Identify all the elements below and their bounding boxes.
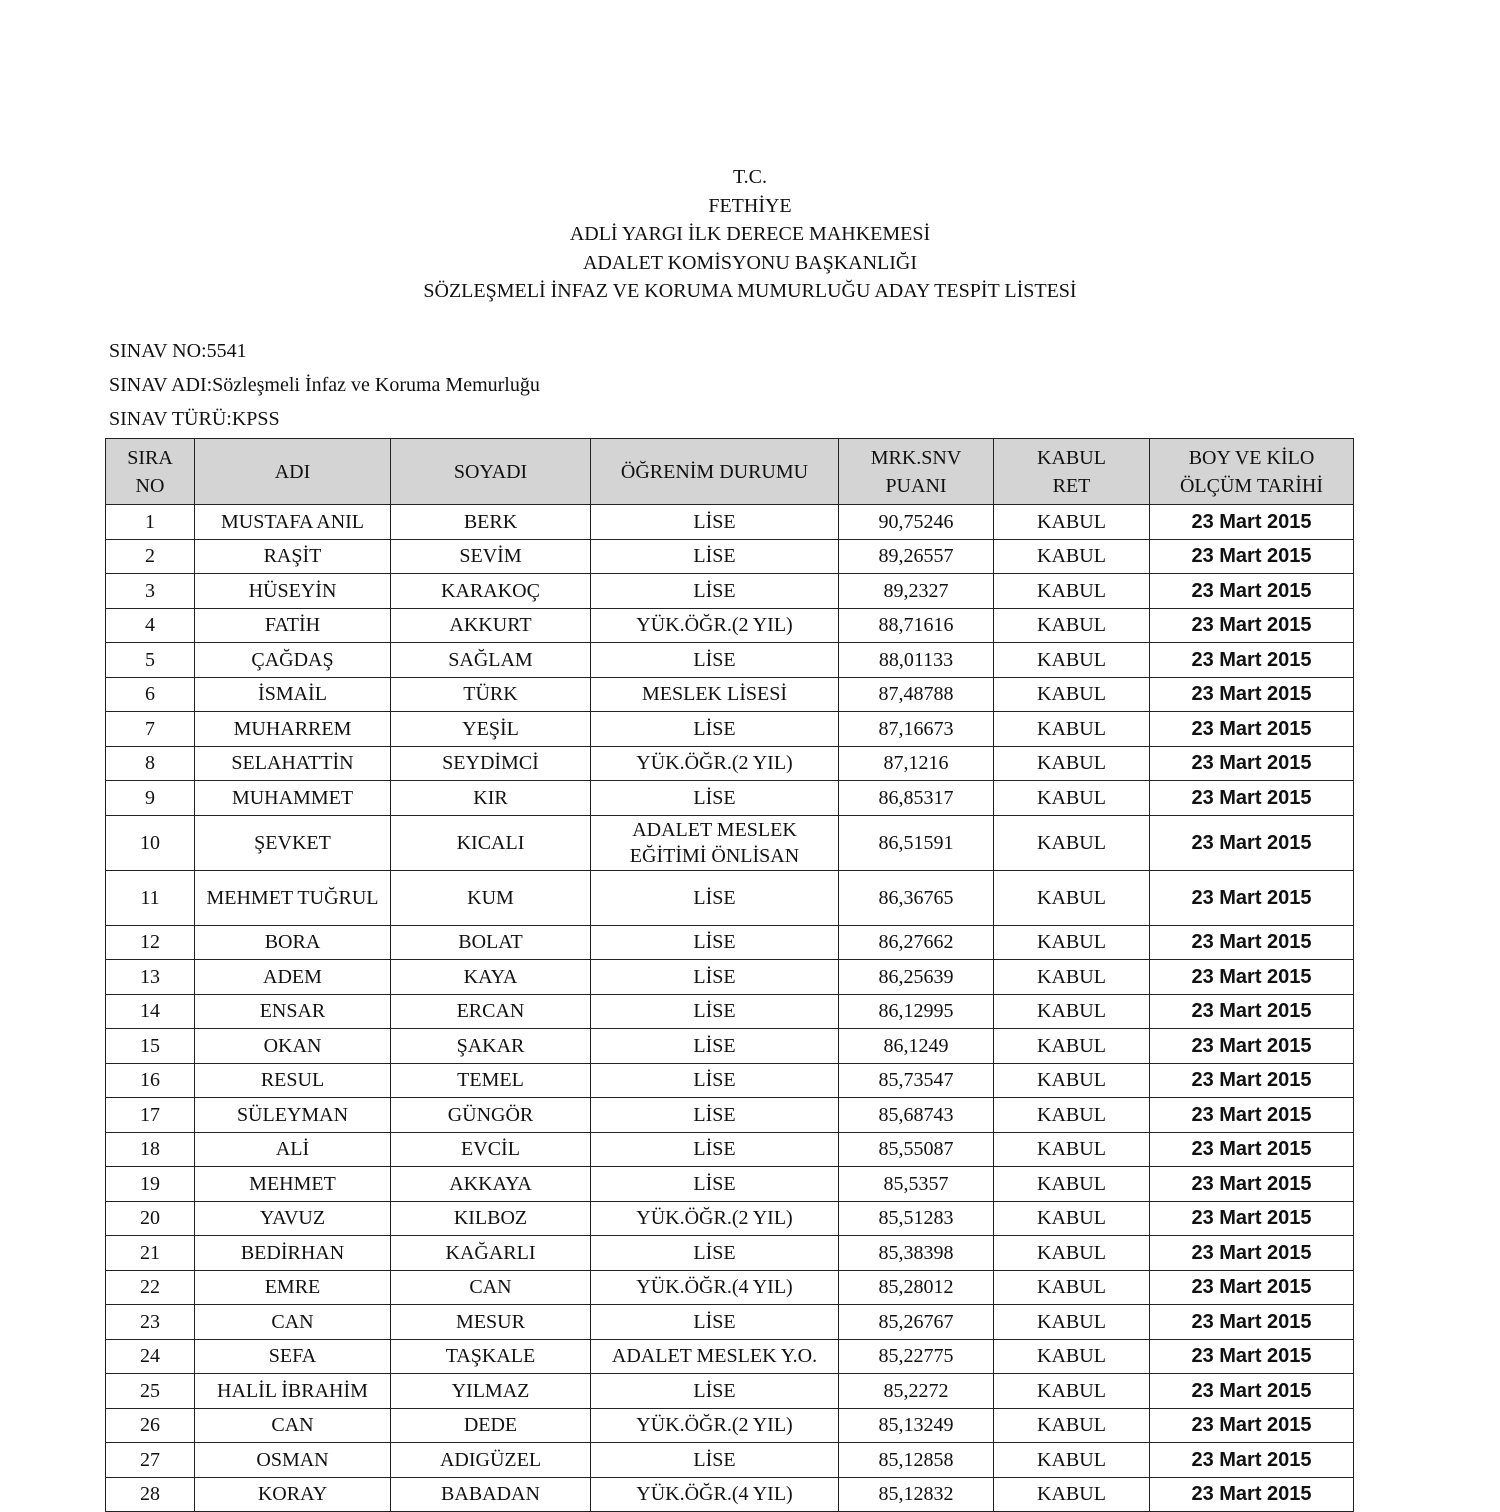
table-row bbox=[106, 1029, 1354, 1064]
cell-puan: 85,26767 bbox=[839, 1305, 994, 1340]
cell-sira-no: 26 bbox=[106, 1408, 195, 1443]
cell-kabul-ret: KABUL bbox=[994, 1443, 1150, 1478]
cell-soyadi: ERCAN bbox=[391, 994, 591, 1029]
cell-ogrenim: ADALET MESLEK Y.O. bbox=[591, 1339, 839, 1374]
cell-kabul-ret: KABUL bbox=[994, 994, 1150, 1029]
cell-olcum-tarihi: 23 Mart 2015 bbox=[1150, 1374, 1354, 1409]
cell-olcum-tarihi: 23 Mart 2015 bbox=[1150, 870, 1354, 925]
cell-ogrenim: ADALET MESLEK EĞİTİMİ ÖNLİSAN bbox=[591, 815, 839, 870]
cell-ogrenim: LİSE bbox=[591, 1167, 839, 1202]
cell-adi: RESUL bbox=[195, 1063, 391, 1098]
table-row bbox=[106, 815, 1354, 870]
cell-soyadi: KIR bbox=[391, 781, 591, 816]
cell-kabul-ret: KABUL bbox=[994, 1029, 1150, 1064]
cell-puan: 86,12995 bbox=[839, 994, 994, 1029]
cell-sira-no: 17 bbox=[106, 1098, 195, 1133]
table-row bbox=[106, 1270, 1354, 1305]
col-header-ogrenim: ÖĞRENİM DURUMU bbox=[591, 439, 839, 505]
cell-sira-no: 22 bbox=[106, 1270, 195, 1305]
table-row bbox=[106, 994, 1354, 1029]
cell-olcum-tarihi: 23 Mart 2015 bbox=[1150, 1339, 1354, 1374]
table-row bbox=[106, 1063, 1354, 1098]
header-line-commission: ADALET KOMİSYONU BAŞKANLIĞI bbox=[582, 251, 918, 274]
cell-sira-no: 25 bbox=[106, 1374, 195, 1409]
cell-ogrenim: LİSE bbox=[591, 1063, 839, 1098]
header-line-city: FETHİYE bbox=[708, 194, 792, 217]
cell-olcum-tarihi: 23 Mart 2015 bbox=[1150, 505, 1354, 540]
cell-ogrenim: YÜK.ÖĞR.(4 YIL) bbox=[591, 1477, 839, 1512]
cell-ogrenim: LİSE bbox=[591, 1374, 839, 1409]
cell-olcum-tarihi: 23 Mart 2015 bbox=[1150, 677, 1354, 712]
cell-sira-no: 24 bbox=[106, 1339, 195, 1374]
table-row bbox=[106, 1443, 1354, 1478]
cell-puan: 86,51591 bbox=[839, 815, 994, 870]
cell-olcum-tarihi: 23 Mart 2015 bbox=[1150, 1305, 1354, 1340]
cell-kabul-ret: KABUL bbox=[994, 1374, 1150, 1409]
cell-puan: 87,16673 bbox=[839, 712, 994, 747]
cell-soyadi: GÜNGÖR bbox=[391, 1098, 591, 1133]
table-row bbox=[106, 1236, 1354, 1271]
header-line-court: ADLİ YARGI İLK DERECE MAHKEMESİ bbox=[569, 223, 931, 246]
cell-puan: 87,48788 bbox=[839, 677, 994, 712]
cell-puan: 85,51283 bbox=[839, 1201, 994, 1236]
exam-number: SINAV NO:5541 bbox=[109, 340, 247, 362]
cell-soyadi: KARAKOÇ bbox=[391, 574, 591, 609]
col-header-sira-no: SIRA NO bbox=[106, 439, 195, 505]
cell-soyadi: BERK bbox=[391, 505, 591, 540]
cell-adi: FATİH bbox=[195, 608, 391, 643]
document-header bbox=[0, 163, 1500, 306]
cell-olcum-tarihi: 23 Mart 2015 bbox=[1150, 1029, 1354, 1064]
cell-puan: 85,5357 bbox=[839, 1167, 994, 1202]
cell-ogrenim: LİSE bbox=[591, 574, 839, 609]
cell-kabul-ret: KABUL bbox=[994, 1339, 1150, 1374]
cell-puan: 85,28012 bbox=[839, 1270, 994, 1305]
cell-ogrenim: LİSE bbox=[591, 960, 839, 995]
cell-ogrenim: LİSE bbox=[591, 712, 839, 747]
cell-olcum-tarihi: 23 Mart 2015 bbox=[1150, 539, 1354, 574]
table-row bbox=[106, 643, 1354, 678]
cell-adi: MUSTAFA ANIL bbox=[195, 505, 391, 540]
cell-kabul-ret: KABUL bbox=[994, 1408, 1150, 1443]
cell-ogrenim: MESLEK LİSESİ bbox=[591, 677, 839, 712]
cell-soyadi: DEDE bbox=[391, 1408, 591, 1443]
cell-sira-no: 23 bbox=[106, 1305, 195, 1340]
cell-sira-no: 27 bbox=[106, 1443, 195, 1478]
cell-soyadi: SEVİM bbox=[391, 539, 591, 574]
cell-ogrenim: YÜK.ÖĞR.(4 YIL) bbox=[591, 1270, 839, 1305]
cell-adi: SELAHATTİN bbox=[195, 746, 391, 781]
cell-olcum-tarihi: 23 Mart 2015 bbox=[1150, 1477, 1354, 1512]
table-row bbox=[106, 925, 1354, 960]
cell-sira-no: 8 bbox=[106, 746, 195, 781]
cell-sira-no: 21 bbox=[106, 1236, 195, 1271]
cell-soyadi: EVCİL bbox=[391, 1132, 591, 1167]
table-row bbox=[106, 781, 1354, 816]
cell-soyadi: BOLAT bbox=[391, 925, 591, 960]
cell-puan: 85,73547 bbox=[839, 1063, 994, 1098]
cell-puan: 88,01133 bbox=[839, 643, 994, 678]
cell-soyadi: ŞAKAR bbox=[391, 1029, 591, 1064]
table-row bbox=[106, 1477, 1354, 1512]
cell-olcum-tarihi: 23 Mart 2015 bbox=[1150, 1132, 1354, 1167]
cell-adi: ADEM bbox=[195, 960, 391, 995]
cell-puan: 86,36765 bbox=[839, 870, 994, 925]
table-row bbox=[106, 1408, 1354, 1443]
cell-adi: YAVUZ bbox=[195, 1201, 391, 1236]
table-header-row bbox=[106, 439, 1354, 505]
cell-kabul-ret: KABUL bbox=[994, 1305, 1150, 1340]
cell-puan: 85,68743 bbox=[839, 1098, 994, 1133]
cell-sira-no: 6 bbox=[106, 677, 195, 712]
table-row bbox=[106, 1098, 1354, 1133]
cell-kabul-ret: KABUL bbox=[994, 643, 1150, 678]
cell-ogrenim: LİSE bbox=[591, 1443, 839, 1478]
cell-kabul-ret: KABUL bbox=[994, 781, 1150, 816]
cell-puan: 86,85317 bbox=[839, 781, 994, 816]
cell-kabul-ret: KABUL bbox=[994, 925, 1150, 960]
cell-kabul-ret: KABUL bbox=[994, 1063, 1150, 1098]
cell-soyadi: KAĞARLI bbox=[391, 1236, 591, 1271]
col-header-puan: MRK.SNV PUANI bbox=[839, 439, 994, 505]
cell-sira-no: 9 bbox=[106, 781, 195, 816]
table-row bbox=[106, 1132, 1354, 1167]
cell-ogrenim: YÜK.ÖĞR.(2 YIL) bbox=[591, 1201, 839, 1236]
cell-puan: 88,71616 bbox=[839, 608, 994, 643]
cell-sira-no: 10 bbox=[106, 815, 195, 870]
cell-olcum-tarihi: 23 Mart 2015 bbox=[1150, 746, 1354, 781]
cell-puan: 86,27662 bbox=[839, 925, 994, 960]
cell-puan: 89,2327 bbox=[839, 574, 994, 609]
cell-kabul-ret: KABUL bbox=[994, 539, 1150, 574]
cell-ogrenim: YÜK.ÖĞR.(2 YIL) bbox=[591, 1408, 839, 1443]
cell-olcum-tarihi: 23 Mart 2015 bbox=[1150, 1063, 1354, 1098]
cell-soyadi: TEMEL bbox=[391, 1063, 591, 1098]
cell-soyadi: SEYDİMCİ bbox=[391, 746, 591, 781]
cell-sira-no: 7 bbox=[106, 712, 195, 747]
cell-soyadi: YILMAZ bbox=[391, 1374, 591, 1409]
cell-sira-no: 28 bbox=[106, 1477, 195, 1512]
cell-adi: OKAN bbox=[195, 1029, 391, 1064]
cell-olcum-tarihi: 23 Mart 2015 bbox=[1150, 1201, 1354, 1236]
cell-adi: MEHMET TUĞRUL bbox=[195, 870, 391, 925]
table-row bbox=[106, 1374, 1354, 1409]
table-row bbox=[106, 539, 1354, 574]
cell-ogrenim: LİSE bbox=[591, 1305, 839, 1340]
cell-soyadi: KAYA bbox=[391, 960, 591, 995]
cell-soyadi: TÜRK bbox=[391, 677, 591, 712]
cell-soyadi: BABADAN bbox=[391, 1477, 591, 1512]
cell-kabul-ret: KABUL bbox=[994, 1167, 1150, 1202]
cell-adi: MUHARREM bbox=[195, 712, 391, 747]
cell-sira-no: 13 bbox=[106, 960, 195, 995]
cell-adi: SEFA bbox=[195, 1339, 391, 1374]
cell-puan: 86,25639 bbox=[839, 960, 994, 995]
cell-kabul-ret: KABUL bbox=[994, 746, 1150, 781]
cell-adi: HALİL İBRAHİM bbox=[195, 1374, 391, 1409]
cell-sira-no: 16 bbox=[106, 1063, 195, 1098]
cell-puan: 87,1216 bbox=[839, 746, 994, 781]
col-header-adi: ADI bbox=[195, 439, 391, 505]
cell-olcum-tarihi: 23 Mart 2015 bbox=[1150, 1167, 1354, 1202]
table-row bbox=[106, 746, 1354, 781]
table-row bbox=[106, 1305, 1354, 1340]
candidate-table bbox=[105, 438, 1354, 1512]
cell-kabul-ret: KABUL bbox=[994, 960, 1150, 995]
cell-adi: EMRE bbox=[195, 1270, 391, 1305]
cell-puan: 85,55087 bbox=[839, 1132, 994, 1167]
cell-soyadi: KILBOZ bbox=[391, 1201, 591, 1236]
cell-puan: 89,26557 bbox=[839, 539, 994, 574]
cell-soyadi: CAN bbox=[391, 1270, 591, 1305]
col-header-kabul-ret: KABUL RET bbox=[994, 439, 1150, 505]
cell-adi: CAN bbox=[195, 1408, 391, 1443]
cell-puan: 85,12832 bbox=[839, 1477, 994, 1512]
cell-soyadi: YEŞİL bbox=[391, 712, 591, 747]
col-header-olcum-tarihi: BOY VE KİLO ÖLÇÜM TARİHİ bbox=[1150, 439, 1354, 505]
cell-ogrenim: LİSE bbox=[591, 1132, 839, 1167]
table-row bbox=[106, 1201, 1354, 1236]
cell-soyadi: SAĞLAM bbox=[391, 643, 591, 678]
cell-ogrenim: LİSE bbox=[591, 643, 839, 678]
exam-type: SINAV TÜRÜ:KPSS bbox=[109, 408, 280, 430]
cell-soyadi: KICALI bbox=[391, 815, 591, 870]
cell-kabul-ret: KABUL bbox=[994, 1270, 1150, 1305]
table-row bbox=[106, 870, 1354, 925]
cell-adi: SÜLEYMAN bbox=[195, 1098, 391, 1133]
cell-sira-no: 19 bbox=[106, 1167, 195, 1202]
table-row bbox=[106, 712, 1354, 747]
cell-soyadi: AKKAYA bbox=[391, 1167, 591, 1202]
cell-adi: KORAY bbox=[195, 1477, 391, 1512]
cell-ogrenim: LİSE bbox=[591, 781, 839, 816]
cell-soyadi: TAŞKALE bbox=[391, 1339, 591, 1374]
cell-ogrenim: YÜK.ÖĞR.(2 YIL) bbox=[591, 746, 839, 781]
cell-adi: MUHAMMET bbox=[195, 781, 391, 816]
cell-puan: 85,38398 bbox=[839, 1236, 994, 1271]
cell-olcum-tarihi: 23 Mart 2015 bbox=[1150, 643, 1354, 678]
cell-olcum-tarihi: 23 Mart 2015 bbox=[1150, 1408, 1354, 1443]
cell-ogrenim: LİSE bbox=[591, 1098, 839, 1133]
col-header-soyadi: SOYADI bbox=[391, 439, 591, 505]
cell-adi: BEDİRHAN bbox=[195, 1236, 391, 1271]
exam-name: SINAV ADI:Sözleşmeli İnfaz ve Koruma Memurluğu bbox=[109, 374, 540, 396]
cell-ogrenim: LİSE bbox=[591, 994, 839, 1029]
cell-kabul-ret: KABUL bbox=[994, 608, 1150, 643]
cell-sira-no: 15 bbox=[106, 1029, 195, 1064]
cell-olcum-tarihi: 23 Mart 2015 bbox=[1150, 994, 1354, 1029]
cell-soyadi: KUM bbox=[391, 870, 591, 925]
cell-kabul-ret: KABUL bbox=[994, 505, 1150, 540]
cell-soyadi: ADIGÜZEL bbox=[391, 1443, 591, 1478]
table-row bbox=[106, 608, 1354, 643]
cell-sira-no: 1 bbox=[106, 505, 195, 540]
cell-puan: 86,1249 bbox=[839, 1029, 994, 1064]
cell-kabul-ret: KABUL bbox=[994, 1201, 1150, 1236]
cell-sira-no: 18 bbox=[106, 1132, 195, 1167]
cell-puan: 85,2272 bbox=[839, 1374, 994, 1409]
cell-ogrenim: LİSE bbox=[591, 539, 839, 574]
table-row bbox=[106, 1167, 1354, 1202]
document-title: SÖZLEŞMELİ İNFAZ VE KORUMA MUMURLUĞU ADAY TESPİT LİSTESİ bbox=[423, 280, 1077, 303]
cell-sira-no: 11 bbox=[106, 870, 195, 925]
cell-olcum-tarihi: 23 Mart 2015 bbox=[1150, 1443, 1354, 1478]
cell-ogrenim: LİSE bbox=[591, 505, 839, 540]
cell-adi: RAŞİT bbox=[195, 539, 391, 574]
cell-ogrenim: LİSE bbox=[591, 1236, 839, 1271]
cell-ogrenim: LİSE bbox=[591, 925, 839, 960]
cell-adi: MEHMET bbox=[195, 1167, 391, 1202]
table-row bbox=[106, 1339, 1354, 1374]
cell-adi: ÇAĞDAŞ bbox=[195, 643, 391, 678]
cell-adi: ŞEVKET bbox=[195, 815, 391, 870]
cell-kabul-ret: KABUL bbox=[994, 574, 1150, 609]
cell-sira-no: 2 bbox=[106, 539, 195, 574]
cell-olcum-tarihi: 23 Mart 2015 bbox=[1150, 712, 1354, 747]
cell-olcum-tarihi: 23 Mart 2015 bbox=[1150, 925, 1354, 960]
cell-adi: İSMAİL bbox=[195, 677, 391, 712]
cell-soyadi: MESUR bbox=[391, 1305, 591, 1340]
table-row bbox=[106, 505, 1354, 540]
cell-puan: 85,22775 bbox=[839, 1339, 994, 1374]
cell-soyadi: AKKURT bbox=[391, 608, 591, 643]
cell-sira-no: 4 bbox=[106, 608, 195, 643]
cell-kabul-ret: KABUL bbox=[994, 1477, 1150, 1512]
cell-olcum-tarihi: 23 Mart 2015 bbox=[1150, 1236, 1354, 1271]
cell-kabul-ret: KABUL bbox=[994, 712, 1150, 747]
cell-sira-no: 20 bbox=[106, 1201, 195, 1236]
cell-sira-no: 5 bbox=[106, 643, 195, 678]
cell-kabul-ret: KABUL bbox=[994, 1236, 1150, 1271]
cell-kabul-ret: KABUL bbox=[994, 1098, 1150, 1133]
header-line-tc: T.C. bbox=[732, 166, 768, 188]
cell-ogrenim: YÜK.ÖĞR.(2 YIL) bbox=[591, 608, 839, 643]
cell-sira-no: 12 bbox=[106, 925, 195, 960]
cell-olcum-tarihi: 23 Mart 2015 bbox=[1150, 1270, 1354, 1305]
table-row bbox=[106, 960, 1354, 995]
cell-adi: HÜSEYİN bbox=[195, 574, 391, 609]
cell-adi: ENSAR bbox=[195, 994, 391, 1029]
cell-sira-no: 3 bbox=[106, 574, 195, 609]
cell-olcum-tarihi: 23 Mart 2015 bbox=[1150, 608, 1354, 643]
cell-adi: CAN bbox=[195, 1305, 391, 1340]
cell-olcum-tarihi: 23 Mart 2015 bbox=[1150, 960, 1354, 995]
table-row bbox=[106, 574, 1354, 609]
cell-olcum-tarihi: 23 Mart 2015 bbox=[1150, 574, 1354, 609]
cell-sira-no: 14 bbox=[106, 994, 195, 1029]
cell-kabul-ret: KABUL bbox=[994, 677, 1150, 712]
cell-ogrenim: LİSE bbox=[591, 870, 839, 925]
cell-olcum-tarihi: 23 Mart 2015 bbox=[1150, 815, 1354, 870]
cell-olcum-tarihi: 23 Mart 2015 bbox=[1150, 781, 1354, 816]
cell-ogrenim: LİSE bbox=[591, 1029, 839, 1064]
cell-puan: 90,75246 bbox=[839, 505, 994, 540]
cell-olcum-tarihi: 23 Mart 2015 bbox=[1150, 1098, 1354, 1133]
cell-adi: BORA bbox=[195, 925, 391, 960]
table-row bbox=[106, 677, 1354, 712]
cell-kabul-ret: KABUL bbox=[994, 1132, 1150, 1167]
cell-puan: 85,12858 bbox=[839, 1443, 994, 1478]
cell-kabul-ret: KABUL bbox=[994, 870, 1150, 925]
cell-adi: OSMAN bbox=[195, 1443, 391, 1478]
cell-kabul-ret: KABUL bbox=[994, 815, 1150, 870]
cell-adi: ALİ bbox=[195, 1132, 391, 1167]
cell-puan: 85,13249 bbox=[839, 1408, 994, 1443]
